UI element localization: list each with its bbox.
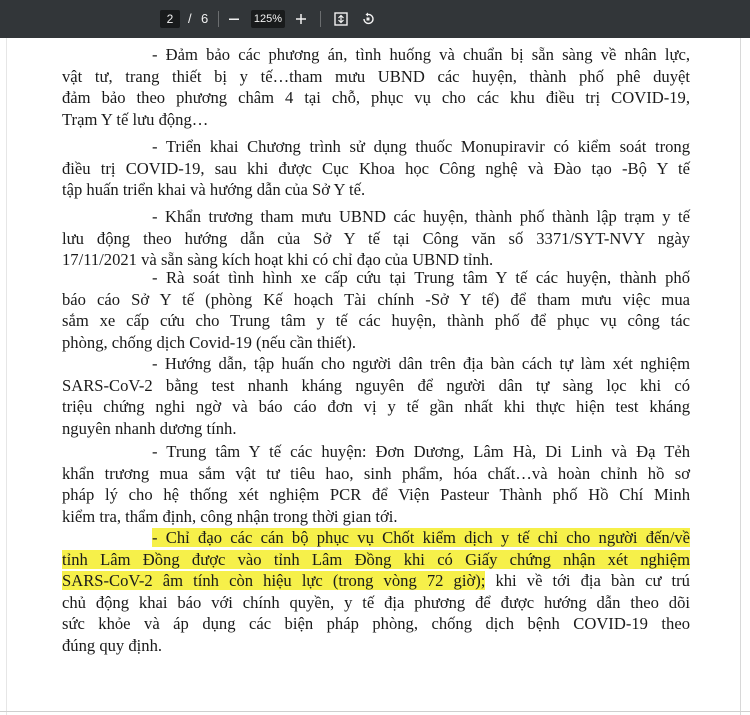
text-line: đúng quy định. [62, 635, 163, 655]
zoom-level-value: 125% [253, 13, 283, 25]
text-line: pháp lý cho hệ thống xét nghiệm PCR để Viện Pasteur Thành phố Hồ Chí Minh [62, 485, 690, 504]
text-line [62, 570, 690, 592]
text-line: phòng, chống dịch Covid-19 (nếu cần thiết). [62, 332, 357, 352]
text-line: - Đảm bảo các phương án, tình huống và chuẩn bị sẵn sàng về nhân lực, [152, 45, 690, 64]
zoom-in-button[interactable] [291, 9, 311, 29]
text-line: vật tư, trang thiết bị y tế…tham mưu UBND các huyện, thành phố phê duyệt [62, 66, 690, 86]
highlight-mark: tỉnh Lâm Đồng được vào tỉnh Lâm Đồng khi có Giấy chứng nhận xét nghiệm [62, 549, 690, 569]
text-line: sắm xe cấp cứu cho Trung tâm y tế các huyện, thành phố để phục vụ công tác [62, 311, 690, 330]
current-page-value: 2 [166, 12, 174, 26]
toolbar-divider [320, 11, 321, 27]
minus-icon [228, 13, 240, 25]
highlight-mark: SARS-CoV-2 âm tính còn hiệu lực (trong vòng 72 giờ); [62, 571, 486, 590]
text-line: nguyên nhanh dương tính. [62, 418, 237, 438]
text-line: lưu động theo hướng dẫn của Sở Y tế tại Công văn số 3371/SYT-NVY ngày [62, 228, 690, 248]
fit-to-page-button[interactable] [331, 9, 351, 29]
text-line: chủ động khai báo với chính quyền, y tế địa phương để được hướng dẫn theo dõi [62, 592, 690, 612]
page-edge-left [6, 38, 7, 715]
fit-page-icon [334, 12, 348, 26]
text-line: - Hướng dẫn, tập huấn cho người dân trên địa bàn cách tự làm xét nghiệm [152, 354, 690, 373]
plus-icon [295, 13, 307, 25]
zoom-out-button[interactable] [224, 9, 244, 29]
text-line: điều trị COVID-19, sau khi được Cục Khoa học Công nghệ và Đào tạo -Bộ Y tế [62, 158, 690, 178]
paragraph-1 [62, 44, 690, 130]
text-fragment: khi về tới địa bàn cư trú [485, 571, 690, 590]
rotate-icon [361, 12, 375, 26]
text-line: báo cáo Sở Y tế (phòng Kế hoạch Tài chính -Sở Y tế) để tham mưu việc mua [62, 289, 690, 309]
page-bottom-divider [0, 711, 750, 712]
paragraph-7 [62, 527, 690, 656]
text-line: khẩn trương mua sắm vật tư tiêu hao, sinh phẩm, hóa chất…và hoàn chỉnh hồ sơ [62, 463, 690, 483]
page-number-input[interactable] [160, 10, 180, 28]
text-line: tập huấn triển khai và hướng dẫn của Sở Y tế. [62, 180, 366, 199]
text-line: sức khỏe và áp dụng các biện pháp phòng, chống dịch bệnh COVID-19 theo [62, 614, 690, 633]
paragraph-2 [62, 136, 690, 201]
text-line: - Khẩn trương tham mưu UBND các huyện, thành phố thành lập trạm y tế [152, 207, 690, 226]
text-line: - Trung tâm Y tế các huyện: Đơn Dương, Lâm Hà, Di Linh và Đạ Tẻh [152, 442, 690, 461]
text-line: - Triển khai Chương trình sử dụng thuốc Monupiravir có kiểm soát trong [152, 137, 690, 156]
zoom-level-input[interactable] [251, 10, 285, 28]
text-line: đảm bảo theo phương châm 4 tại chỗ, phục vụ cho các khu điều trị COVID-19, [62, 88, 690, 107]
page-edge-right [740, 38, 741, 715]
text-line: SARS-CoV-2 bằng test nhanh kháng nguyên để người dân tự sàng lọc khi có [62, 375, 690, 395]
text-line: kiểm tra, thẩm định, công nhận trong thời gian tới. [62, 506, 398, 526]
highlighted-line [62, 527, 690, 549]
paragraph-4 [62, 267, 690, 353]
pdf-toolbar [0, 0, 750, 38]
paragraph-5 [62, 353, 690, 439]
paragraph-6 [62, 441, 690, 527]
rotate-button[interactable] [358, 9, 378, 29]
text-line: Trạm Y tế lưu động… [62, 109, 209, 129]
text-line: 17/11/2021 và sẵn sàng kích hoạt khi có chỉ đạo của UBND tỉnh. [62, 250, 494, 269]
toolbar-divider [218, 11, 219, 27]
paragraph-3 [62, 206, 690, 271]
highlighted-line [62, 549, 690, 571]
total-pages: 6 [201, 11, 209, 26]
page-separator: / [188, 11, 192, 26]
text-line: triệu chứng nghi ngờ và báo cáo đơn vị y tế gần nhất khi thực hiện test kháng [62, 397, 690, 416]
text-line: - Rà soát tình hình xe cấp cứu tại Trung tâm Y tế các huyện, thành phố [152, 268, 690, 287]
highlight-mark: - Chỉ đạo các cán bộ phục vụ Chốt kiểm dịch y tế chỉ cho người đến/về [152, 528, 690, 547]
